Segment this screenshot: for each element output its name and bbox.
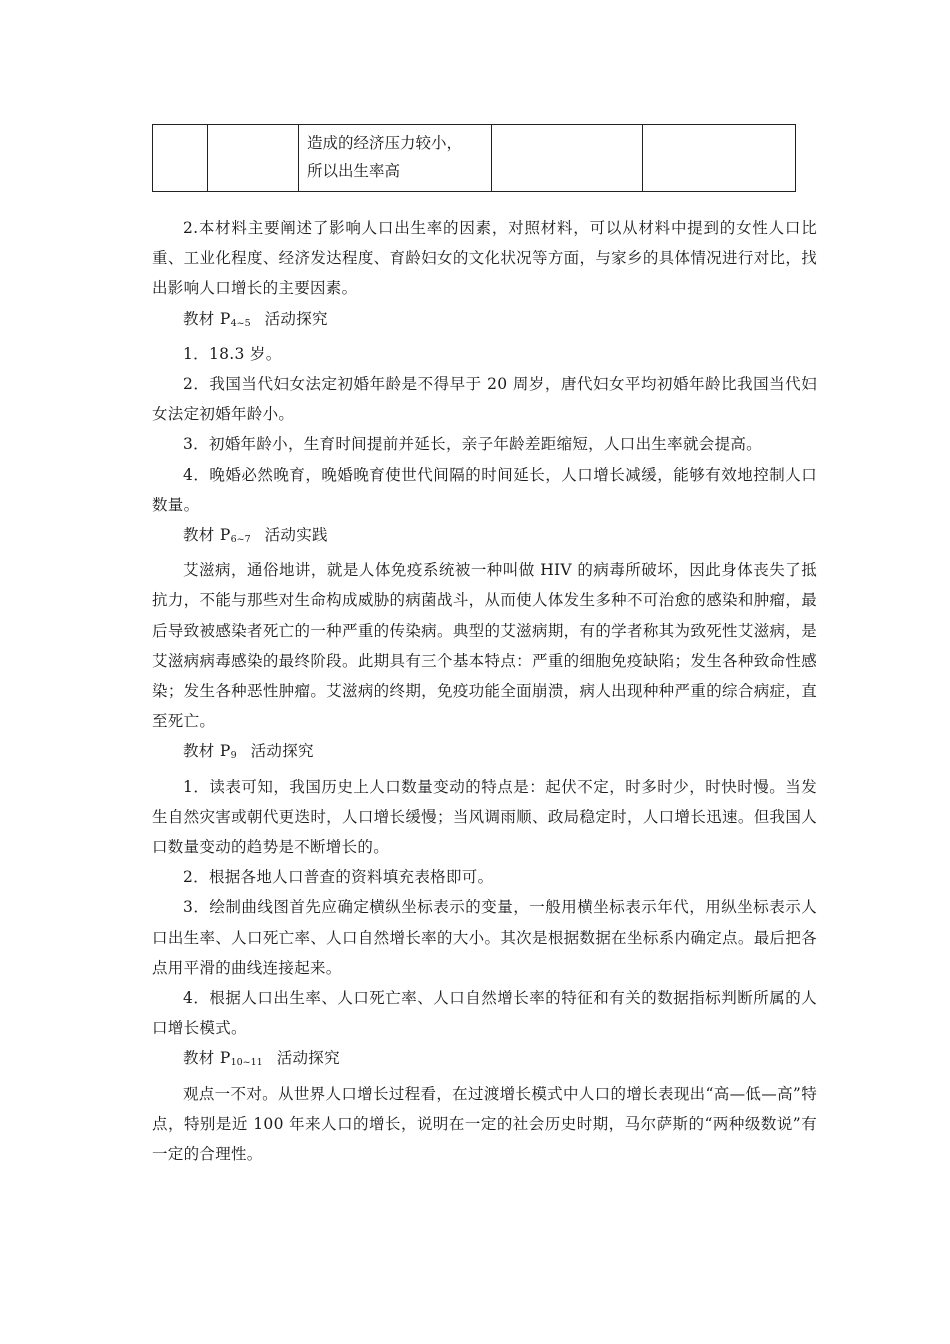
heading-pages: 6~7 [230, 534, 251, 546]
paragraph: 1．18.3 岁。 [183, 344, 282, 363]
paragraph: 4．晚婚必然晚育，晚婚晚育使世代间隔的时间延长，人口增长减缓，能够有效地控制人口数量。 [152, 465, 817, 514]
heading-prefix: 教材 P [183, 309, 231, 328]
paragraph: 艾滋病，通俗地讲，就是人体免疫系统被一种叫做 HIV 的病毒所破坏，因此身体丧失了抵抗力，不能与那些对生命构成威胁的病菌战斗，从而使人体发生多种不可治愈的感染和肿瘤，最后导致被感染者死亡的一种严重的传染病。典型的艾滋病期，有的学者称其为致死性艾滋病，是艾滋病病毒感染的最终阶段。此期具有三个基本特点：严重的细胞免疫缺陷；发生各种致命性感染；发生各种恶性肿瘤。艾滋病的终期，免疫功能全面崩溃，病人出现种种严重的综合病症，直至死亡。 [152, 561, 817, 731]
heading-pages: 9 [230, 750, 237, 762]
heading-activity: 活动探究 [276, 1049, 340, 1068]
heading-pages: 4~5 [230, 317, 251, 329]
table-cell-line: 所以出生率高 [307, 162, 401, 180]
section-heading [152, 1043, 817, 1078]
table-cell [643, 125, 796, 192]
section-heading [152, 520, 817, 555]
table-row [153, 125, 796, 192]
table-cell [153, 125, 208, 192]
paragraph: 4．根据人口出生率、人口死亡率、人口自然增长率的特征和有关的数据指标判断所属的人口增长模式。 [152, 989, 817, 1038]
heading-activity: 活动探究 [250, 742, 314, 761]
document-body [152, 213, 817, 1169]
paragraph: 观点一不对。从世界人口增长过程看，在过渡增长模式中人口的增长表现出“高—低—高”特点，特别是近 100 年来人口的增长，说明在一定的社会历史时期，马尔萨斯的“两种级数说”有一定的合理性。 [152, 1084, 817, 1164]
table-cell-line: 造成的经济压力较小， [307, 134, 463, 152]
heading-prefix: 教材 P [183, 1049, 231, 1068]
heading-activity: 活动实践 [264, 526, 328, 545]
heading-prefix: 教材 P [183, 742, 231, 761]
section-heading [152, 736, 817, 771]
section-heading [152, 304, 817, 339]
paragraph: 3．初婚年龄小，生育时间提前并延长，亲子年龄差距缩短，人口出生率就会提高。 [183, 435, 762, 454]
heading-prefix: 教材 P [183, 526, 231, 545]
paragraph: 1．读表可知，我国历史上人口数量变动的特点是：起伏不定，时多时少，时快时慢。当发生自然灾害或朝代更迭时，人口增长缓慢；当风调雨顺、政局稳定时，人口增长迅速。但我国人口数量变动的趋势是不断增长的。 [152, 777, 817, 857]
table-cell [208, 125, 299, 192]
table-cell-text [299, 125, 492, 192]
paragraph: 2.本材料主要阐述了影响人口出生率的因素，对照材料，可以从材料中提到的女性人口比重、工业化程度、经济发达程度、育龄妇女的文化状况等方面，与家乡的具体情况进行对比，找出影响人口增长的主要因素。 [152, 219, 817, 298]
table-fragment [152, 124, 796, 192]
paragraph: 2．根据各地人口普查的资料填充表格即可。 [183, 868, 494, 887]
paragraph: 3．绘制曲线图首先应确定横纵坐标表示的变量，一般用横坐标表示年代，用纵坐标表示人口出生率、人口死亡率、人口自然增长率的大小。其次是根据数据在坐标系内确定点。最后把各点用平滑的曲线连接起来。 [152, 898, 817, 977]
heading-pages: 10~11 [230, 1057, 263, 1069]
heading-activity: 活动探究 [264, 309, 328, 328]
paragraph: 2．我国当代妇女法定初婚年龄是不得早于 20 周岁，唐代妇女平均初婚年龄比我国当代妇女法定初婚年龄小。 [152, 375, 817, 424]
table-cell [492, 125, 643, 192]
